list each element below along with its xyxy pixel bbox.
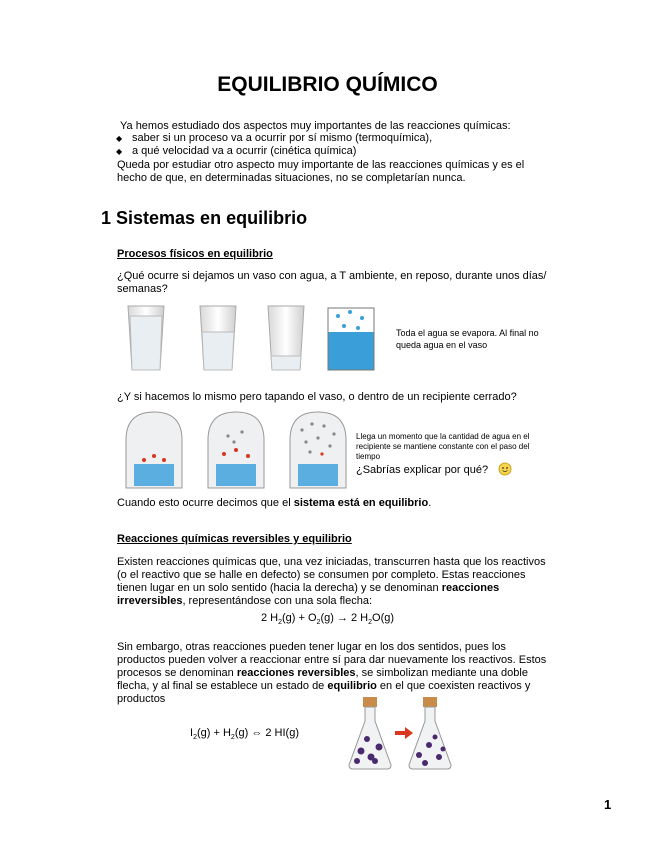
subsection-heading: Reacciones químicas reversibles y equilibrio [117,533,352,545]
flasks-illustration [345,695,455,773]
explain-question: ¿Sabrías explicar por qué? [356,464,489,476]
smiley-icon [498,462,512,476]
term-irreversible: reacciones irreversibles [117,582,500,607]
glass-low-icon [268,306,304,370]
intro-closing: Queda por estudiar otro aspecto muy importante de las reacciones químicas y es el hecho de que, en determinadas situaciones, no se completarían nunca. [117,159,525,184]
flask-icon [349,697,391,769]
equilibrium-caption: Llega un momento que la cantidad de agua en el recipiente se mantiene constante con el paso del tiempo [356,432,530,461]
evaporating-beaker-icon [328,308,374,370]
equilibrium-conclusion: Cuando esto ocurre decimos que el sistema está en equilibrio. [117,497,432,509]
intro-bullet-list [116,132,536,158]
glass-full-icon [128,306,164,370]
term-equilibrio: equilibrio [327,680,377,692]
subsection-heading: Procesos físicos en equilibrio [117,248,273,260]
flask-icon [409,697,451,769]
equation-irreversible: 2 $H_2(g) + O_2(g) \to 2$ $H_2O(g)$ [260,612,395,627]
intro-bullet: ◆ a qué velocidad va a ocurrir (cinética química) [116,145,536,158]
section-heading: 1 Sistemas en equilibrio [101,208,308,228]
intro-bullet: ◆ saber si un proceso va a ocurrir por sí mismo (termoquímica), [116,132,536,145]
glass-two-thirds-icon [200,306,236,370]
page-number: 1 [604,797,612,812]
intro-lead: Ya hemos estudiado dos aspectos muy importantes de las reacciones químicas: [120,120,511,132]
bell-jar-icon [126,412,182,488]
question-paragraph: ¿Qué ocurre si dejamos un vaso con agua, a T ambiente, en reposo, durante unos días/ semanas? [117,270,547,295]
question-paragraph: ¿Y si hacemos lo mismo pero tapando el vaso, o dentro de un recipiente cerrado? [117,391,517,403]
glasses-illustration [124,302,384,374]
evaporation-caption: Toda el agua se evapora. Al final no queda agua en el vaso [396,328,539,350]
irreversible-paragraph: Existen reacciones químicas que, una vez iniciadas, transcurren hasta que los reactivos (o el reactivo que se halle en defecto) se consumen por completo. Estas reacciones tienen lugar en un solo sentido (hacia la derecha) y se denominan reacciones irreversibles, representándose con una sola flecha: [117,556,546,607]
term-equilibrium: sistema está en equilibrio [293,497,429,509]
page-title: EQUILIBRIO QUÍMICO [217,73,438,96]
term-reversible: reacciones reversibles [236,667,356,679]
forward-arrow-icon [395,727,413,739]
bell-jars-illustration [124,410,354,490]
reversible-paragraph: Sin embargo, otras reacciones pueden tener lugar en los dos sentidos, pues los productos pueden volver a reaccionar entre sí para dar nuevamente los reactivos. Estos procesos se denominan reacciones reversibles, se simbolizan mediante una doble flecha, y al final se establece un estado de equilibrio en el que coexisten reactivos y productos [117,641,547,705]
equation-reversible: $I_2(g) + H_2(g)$ ⇔ 2 HI(g) [190,727,299,742]
bell-jar-icon [208,412,264,488]
bell-jar-icon [290,412,346,488]
